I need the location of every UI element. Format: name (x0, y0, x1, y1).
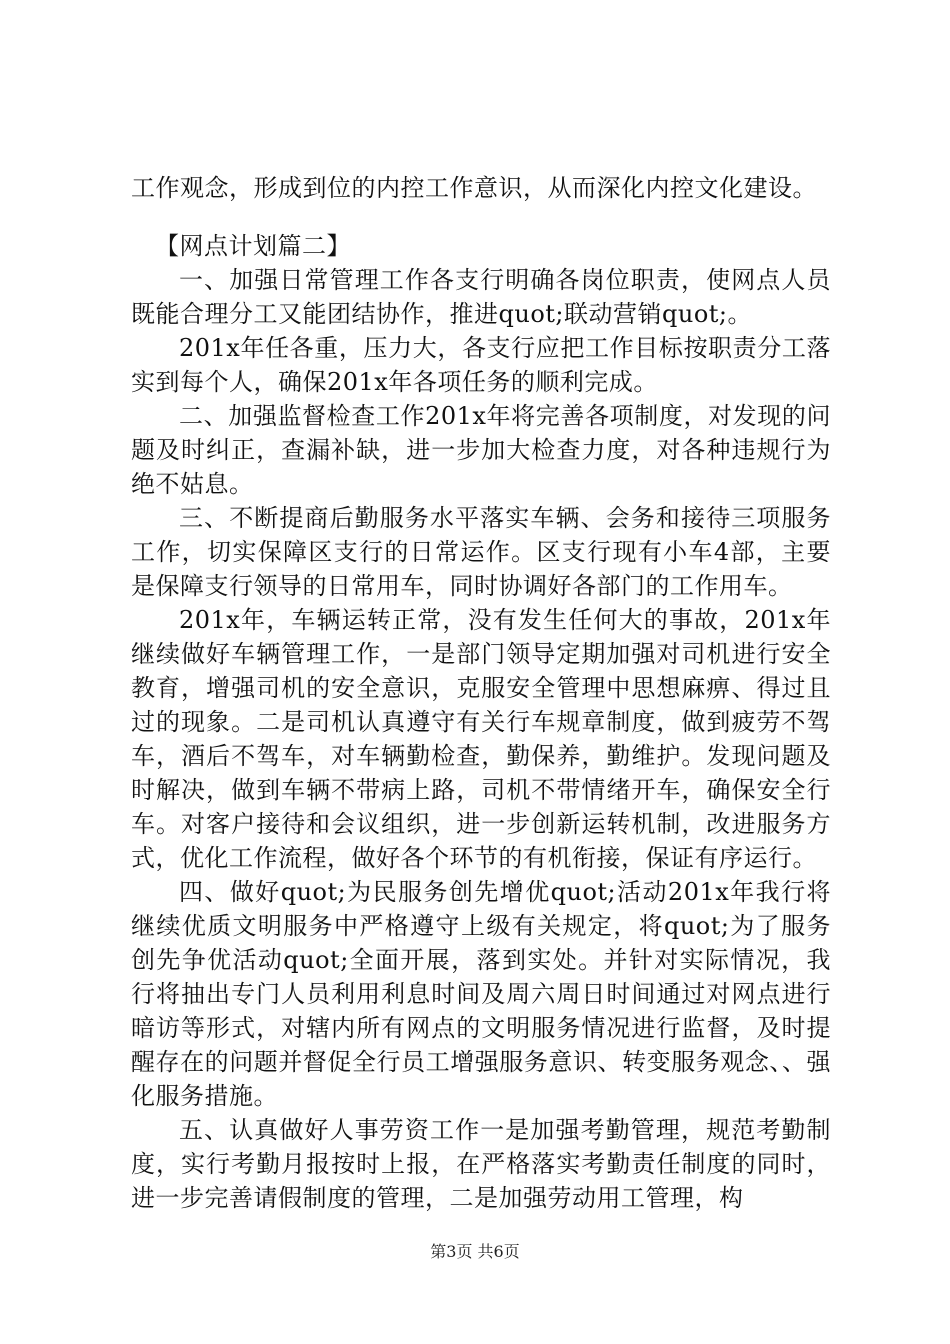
paragraph-item-4: 四、做好quot;为民服务创先增优quot;活动201x年我行将继续优质文明服务中严格遵守上级有关规定，将quot;为了服务创先争优活动quot;全面开展，落到实处。并针对实际情况，我行将抽出专门人员利用利息时间及周六周日时间通过对网点进行暗访等形式，对辖内所有网点的文明服务情况进行监督，及时提醒存在的问题并督促全行员工增强服务意识、转变服务观念、、强化服务措施。 (131, 878, 831, 1110)
paragraph-item-1: 一、加强日常管理工作各支行明确各岗位职责，使网点人员既能合理分工又能团结协作，推进quot;联动营销quot;。 (131, 266, 831, 328)
paragraph-item-3-detail: 201x年，车辆运转正常，没有发生任何大的事故，201x年继续做好车辆管理工作，一是部门领导定期加强对司机进行安全教育，增强司机的安全意识，克服安全管理中思想麻痹、得过且过的现象。二是司机认真遵守有关行车规章制度，做到疲劳不驾车，酒后不驾车，对车辆勤检查，勤保养，勤维护。发现问题及时解决，做到车辆不带病上路，司机不带情绪开车，确保安全行车。对客户接待和会议组织，进一步创新运转机制，改进服务方式，优化工作流程，做好各个环节的有机衔接，保证有序运行。 (131, 606, 831, 872)
paragraph-item-3: 三、不断提商后勤服务水平落实车辆、会务和接待三项服务工作，切实保障区支行的日常运作。区支行现有小车4部，主要是保障支行领导的日常用车，同时协调好各部门的工作用车。 (131, 504, 831, 600)
paragraph-item-1-detail: 201x年任各重，压力大，各支行应把工作目标按职责分工落实到每个人，确保201x年各项任务的顺利完成。 (131, 334, 831, 396)
section-heading: 【网点计划篇二】 (155, 232, 351, 260)
paragraph-item-5: 五、认真做好人事劳资工作一是加强考勤管理，规范考勤制度，实行考勤月报按时上报，在严格落实考勤责任制度的同时，进一步完善请假制度的管理，二是加强劳动用工管理，构 (131, 1116, 831, 1212)
page-number-footer: 第3页 共6页 (430, 1242, 520, 1261)
paragraph-item-2: 二、加强监督检查工作201x年将完善各项制度，对发现的问题及时纠正，查漏补缺，进一步加大检查力度，对各种违规行为绝不姑息。 (131, 402, 831, 498)
document-body (131, 171, 831, 1215)
continuation-paragraph: 工作观念，形成到位的内控工作意识，从而深化内控文化建设。 (131, 174, 817, 202)
